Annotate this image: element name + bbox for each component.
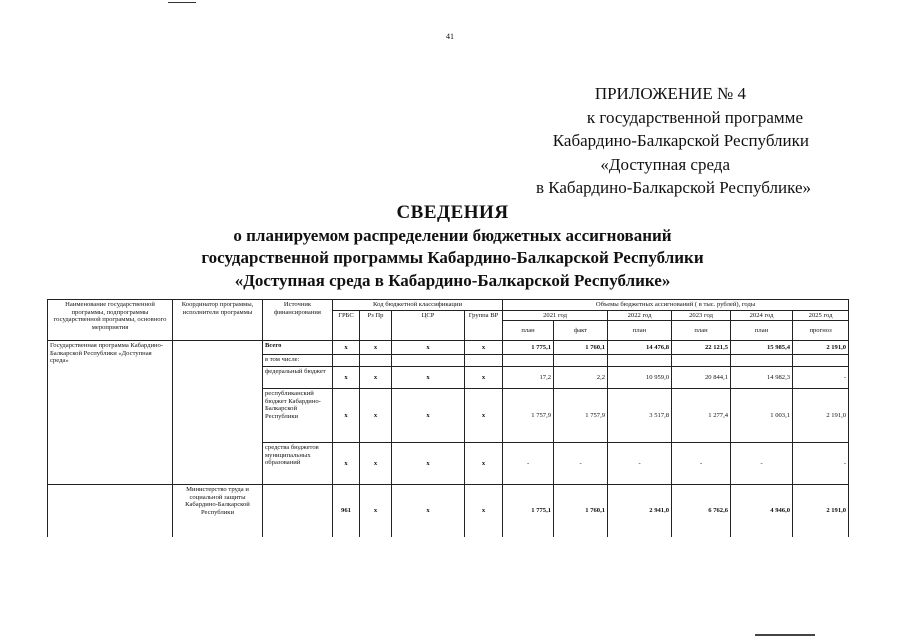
rzpr-cell: x	[360, 443, 392, 485]
forecast-2025-cell: -	[793, 367, 849, 389]
source-cell: в том числе:	[263, 355, 333, 367]
plan-2023-cell: -	[672, 443, 731, 485]
plan-2024-cell: 14 982,3	[731, 367, 793, 389]
header-name: Наименование государственной программы, подпрограммы государственной программы, основного мероприятия	[48, 300, 173, 341]
header-volumes: Объемы бюджетных ассигнований ( в тыс. рублей), годы	[503, 300, 849, 311]
vr-cell: x	[465, 485, 503, 537]
document-heading	[0, 202, 905, 292]
header-2022: 2022 год	[608, 310, 672, 321]
header-bcc: Код бюджетной классификации	[333, 300, 503, 311]
header-2021: 2021 год	[503, 310, 608, 321]
table-row	[48, 341, 849, 355]
table-row	[48, 485, 849, 537]
header-grbs: ГРБС	[333, 310, 360, 341]
plan-2022-cell: -	[608, 443, 672, 485]
rzpr-cell: x	[360, 367, 392, 389]
budget-table-wrapper	[47, 299, 848, 537]
csr-cell: x	[392, 389, 465, 443]
fact-2021-cell: 2,2	[554, 367, 608, 389]
heading-line-3: «Доступная среда в Кабардино-Балкарской Республике»	[234, 270, 671, 290]
forecast-2025-cell: 2 191,0	[793, 341, 849, 355]
header-plan-2023: план	[672, 321, 731, 341]
plan-2022-cell: 10 959,0	[608, 367, 672, 389]
source-cell: Всего	[263, 341, 333, 355]
appendix-line-1: ПРИЛОЖЕНИЕ № 4	[594, 84, 746, 103]
fact-2021-cell: -	[554, 443, 608, 485]
plan-2021-cell: 17,2	[503, 367, 554, 389]
csr-cell: x	[392, 485, 465, 537]
plan-2022-cell: 3 517,8	[608, 389, 672, 443]
budget-table	[47, 299, 849, 537]
bottom-edge-mark	[755, 634, 815, 642]
header-rzpr: Рз Пр	[360, 310, 392, 341]
plan-2022-cell: 2 941,0	[608, 485, 672, 537]
fact-2021-cell: 1 760,1	[554, 485, 608, 537]
vr-cell: x	[465, 367, 503, 389]
appendix-block	[481, 82, 811, 200]
program-name-cell-continued	[48, 485, 173, 537]
coordinator-cell-empty	[173, 341, 263, 485]
header-2023: 2023 год	[672, 310, 731, 321]
plan-2023-cell: 20 844,1	[672, 367, 731, 389]
forecast-2025-cell: -	[793, 443, 849, 485]
plan-2021-cell: -	[503, 443, 554, 485]
header-coordinator: Координатор программы, исполнители программы	[173, 300, 263, 341]
plan-2024-cell: 1 003,1	[731, 389, 793, 443]
plan-2022-cell: 14 476,8	[608, 341, 672, 355]
rzpr-cell: x	[360, 485, 392, 537]
header-plan-2021: план	[503, 321, 554, 341]
header-2025: 2025 год	[793, 310, 849, 321]
grbs-cell: x	[333, 443, 360, 485]
forecast-2025-cell: 2 191,0	[793, 485, 849, 537]
heading-line-1: о планируемом распределении бюджетных ассигнований	[233, 225, 672, 245]
plan-2023-cell: 22 121,5	[672, 341, 731, 355]
csr-cell: x	[392, 341, 465, 355]
ministry-cell: Министерство труда и социальной защиты Кабардино-Балкарской Республики	[173, 485, 263, 537]
header-plan-2024: план	[731, 321, 793, 341]
plan-2021-cell: 1 775,1	[503, 485, 554, 537]
plan-2023-cell: 1 277,4	[672, 389, 731, 443]
plan-2024-cell: 15 985,4	[731, 341, 793, 355]
plan-2024-cell: -	[731, 443, 793, 485]
header-source: Источник финансирования	[263, 300, 333, 341]
source-cell	[263, 485, 333, 537]
plan-2021-cell: 1 757,9	[503, 389, 554, 443]
header-fact-2021: факт	[554, 321, 608, 341]
vr-cell: x	[465, 389, 503, 443]
grbs-cell: x	[333, 389, 360, 443]
csr-cell: x	[392, 443, 465, 485]
rzpr-cell: x	[360, 341, 392, 355]
plan-2021-cell: 1 775,1	[503, 341, 554, 355]
header-plan-2022: план	[608, 321, 672, 341]
header-vr: Группа ВР	[465, 310, 503, 341]
top-edge-mark	[168, 0, 196, 3]
appendix-line-5: в Кабардино-Балкарской Республике»	[536, 178, 811, 197]
appendix-line-3: Кабардино-Балкарской Республики	[552, 131, 809, 150]
plan-2023-cell: 6 762,6	[672, 485, 731, 537]
heading-line-2: государственной программы Кабардино-Балкарской Республики	[201, 248, 704, 267]
source-cell: федеральный бюджет	[263, 367, 333, 389]
fact-2021-cell: 1 757,9	[554, 389, 608, 443]
header-csr: ЦСР	[392, 310, 465, 341]
appendix-line-4: «Доступная среда	[600, 154, 730, 174]
forecast-2025-cell: 2 191,0	[793, 389, 849, 443]
program-name-cell: Государственная программа Кабардино-Балкарской Республики «Доступная среда»	[48, 341, 173, 485]
fact-2021-cell: 1 760,1	[554, 341, 608, 355]
source-cell: республиканский бюджет Кабардино-Балкарской Республики	[263, 389, 333, 443]
page-number: 41	[446, 32, 454, 41]
grbs-cell: x	[333, 341, 360, 355]
heading-title: СВЕДЕНИЯ	[396, 202, 509, 223]
vr-cell: x	[465, 341, 503, 355]
header-2024: 2024 год	[731, 310, 793, 321]
grbs-cell: 961	[333, 485, 360, 537]
plan-2024-cell: 4 946,0	[731, 485, 793, 537]
header-row-1	[48, 300, 849, 311]
rzpr-cell: x	[360, 389, 392, 443]
source-cell: средства бюджетов муниципальных образований	[263, 443, 333, 485]
appendix-line-2: к государственной программе	[586, 107, 803, 127]
vr-cell: x	[465, 443, 503, 485]
header-forecast-2025: прогноз	[793, 321, 849, 341]
grbs-cell: x	[333, 367, 360, 389]
csr-cell: x	[392, 367, 465, 389]
